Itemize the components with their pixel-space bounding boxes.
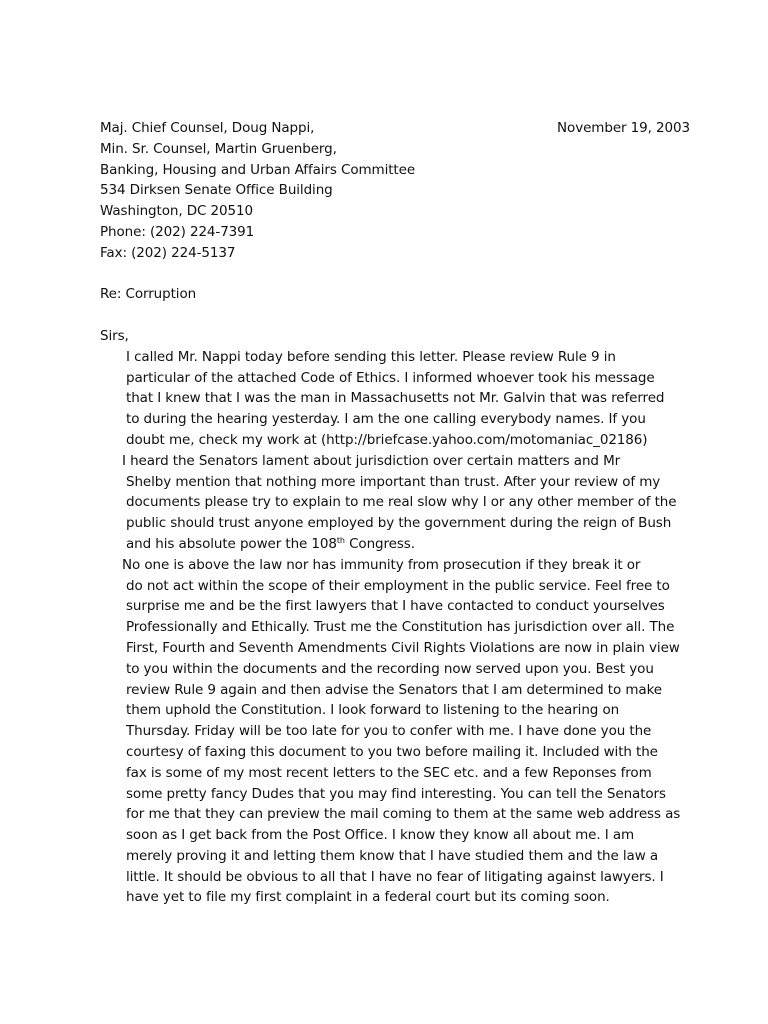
paragraph-2	[100, 451, 690, 555]
paragraph-text: and his absolute power the 108	[126, 535, 337, 552]
paragraph-line: to during the hearing yesterday. I am the one calling everybody names. If you	[126, 411, 646, 428]
paragraph-line: to you within the documents and the recording now served upon you. Best you	[126, 660, 654, 677]
paragraph-text: Congress.	[344, 535, 415, 552]
paragraph-line: Professionally and Ethically. Trust me the Constitution has jurisdiction over all. The	[126, 619, 675, 636]
paragraph-line: documents please try to explain to me real slow why I or any other member of the	[126, 494, 677, 511]
ordinal-superscript: th	[336, 535, 345, 545]
paragraph-line: public should trust anyone employed by the government during the reign of Bush	[126, 515, 672, 532]
paragraph-line: Thursday. Friday will be too late for you to confer with me. I have done you the	[126, 723, 652, 740]
recipient-line: Washington, DC 20510	[100, 203, 253, 220]
paragraph-line: courtesy of faxing this document to you two before mailing it. Included with the	[126, 743, 658, 760]
paragraph-line: them uphold the Constitution. I look forward to listening to the hearing on	[126, 702, 620, 719]
recipient-line: Fax: (202) 224-5137	[100, 244, 236, 261]
recipient-line: 534 Dirksen Senate Office Building	[100, 182, 333, 199]
paragraph-line: No one is above the law nor has immunity from prosecution if they break it or	[122, 556, 641, 573]
paragraph-line: I called Mr. Nappi today before sending this letter. Please review Rule 9 in	[126, 348, 616, 365]
paragraph-line: review Rule 9 again and then advise the Senators that I am determined to make	[126, 681, 663, 698]
paragraph-line: doubt me, check my work at (http://briefcase.yahoo.com/motomaniac_02186)	[126, 431, 648, 448]
paragraph-line: do not act within the scope of their employment in the public service. Feel free to	[126, 577, 670, 594]
paragraph-line: merely proving it and letting them know that I have studied them and the law a	[126, 847, 659, 864]
paragraph-line: Shelby mention that nothing more important than trust. After your review of my	[126, 473, 661, 490]
paragraph-line	[100, 534, 690, 555]
paragraph-line: for me that they can preview the mail coming to them at the same web address as	[126, 806, 681, 823]
paragraph-line: First, Fourth and Seventh Amendments Civil Rights Violations are now in plain view	[126, 639, 680, 656]
salutation: Sirs,	[100, 327, 129, 344]
recipient-line: Min. Sr. Counsel, Martin Gruenberg,	[100, 140, 337, 157]
paragraph-3	[100, 555, 690, 909]
recipient-block	[100, 118, 690, 264]
subject-line: Re: Corruption	[100, 286, 197, 303]
paragraph-line: that I knew that I was the man in Massachusetts not Mr. Galvin that was referred	[126, 390, 665, 407]
paragraph-line: I heard the Senators lament about jurisdiction over certain matters and Mr	[122, 452, 621, 469]
paragraph-line: soon as I get back from the Post Office. I know they know all about me. I am	[126, 827, 635, 844]
letter-body	[100, 118, 690, 908]
paragraph-line: have yet to file my first complaint in a federal court but its coming soon.	[126, 889, 610, 906]
paragraph-line: surprise me and be the first lawyers that I have contacted to conduct yourselves	[126, 598, 665, 615]
paragraph-line: fax is some of my most recent letters to the SEC etc. and a few Reponses from	[126, 764, 652, 781]
paragraph-line: some pretty fancy Dudes that you may find interesting. You can tell the Senators	[126, 785, 666, 802]
recipient-line: Maj. Chief Counsel, Doug Nappi,	[100, 120, 315, 136]
letter-date: November 19, 2003	[557, 120, 690, 136]
paragraph-line: little. It should be obvious to all that I have no fear of litigating against lawyers. I	[126, 868, 664, 885]
paragraph-line: particular of the attached Code of Ethics. I informed whoever took his message	[126, 369, 655, 386]
paragraph-1	[100, 347, 690, 451]
recipient-line: Banking, Housing and Urban Affairs Committee	[100, 161, 416, 178]
recipient-line: Phone: (202) 224-7391	[100, 223, 255, 240]
